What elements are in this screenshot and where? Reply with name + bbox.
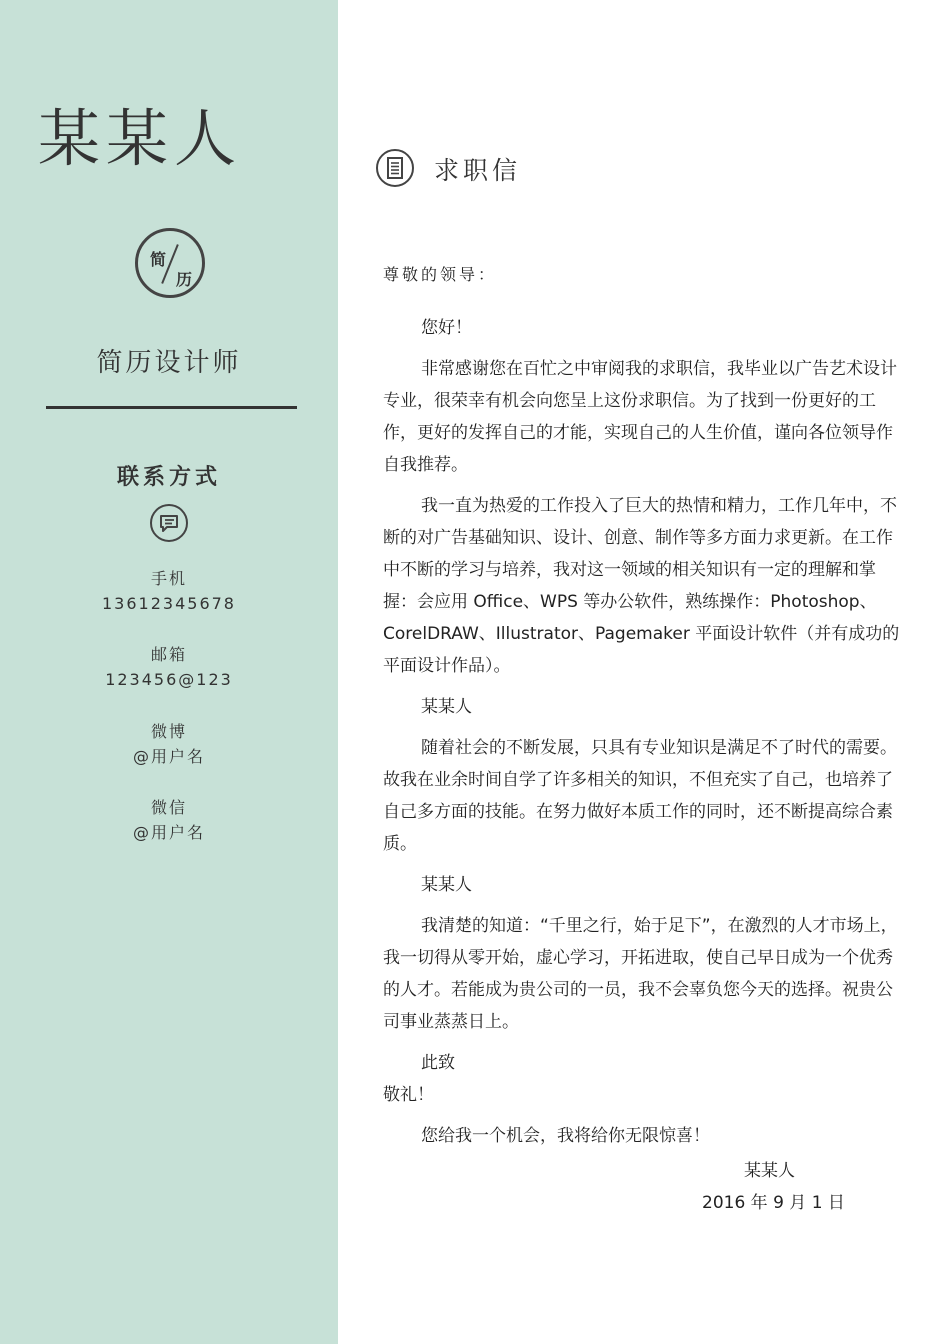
letter-paragraph-4: 我清楚的知道：“千里之行，始于足下”，在激烈的人才市场上，我一切得从零开始，虚心学习，开拓进取，使自己早日成为一个优秀的人才。若能成为贵公司的一员，我不会辜负您今天的选择。祝贵公司事业蒸蒸日上。: [383, 916, 898, 1032]
letter-closing-3: 您给我一个机会，我将给你无限惊喜！: [421, 1126, 710, 1146]
badge-top-char: 简: [150, 250, 167, 269]
contact-email-label: 邮箱: [150, 645, 187, 664]
chat-bubble-icon: [150, 504, 188, 542]
candidate-name: 某某人: [38, 102, 243, 175]
contact-email-value: 123456@123: [105, 670, 233, 689]
contact-email: [0, 642, 338, 692]
contact-phone-value: 13612345678: [102, 594, 236, 613]
letter-signature: 某某人: [744, 1161, 795, 1181]
letter-title: 求职信: [434, 156, 522, 185]
resume-badge-icon: [135, 228, 205, 298]
letter-name-2: 某某人: [421, 875, 472, 895]
badge-bottom-char: 历: [176, 270, 193, 289]
document-icon: [376, 149, 414, 187]
contact-weibo: [0, 719, 338, 769]
letter-greeting: 您好！: [421, 318, 472, 338]
contact-section-title: 联系方式: [116, 465, 221, 490]
letter-paragraph-1: 非常感谢您在百忙之中审阅我的求职信，我毕业以广告艺术设计专业，很荣幸有机会向您呈上这份求职信。为了找到一份更好的工作，更好的发挥自己的才能，实现自己的人生价值，谨向各位领导作自我推荐。: [383, 359, 897, 475]
sidebar-divider: [46, 406, 297, 409]
contact-wechat-label: 微信: [150, 798, 187, 817]
contact-weibo-value: @用户名: [132, 747, 205, 766]
contact-weibo-label: 微博: [150, 722, 187, 741]
letter-closing-1: 此致: [421, 1053, 455, 1073]
job-title: 简历设计师: [96, 348, 242, 378]
letter-closing-2: 敬礼！: [383, 1085, 434, 1105]
letter-salutation: 尊敬的领导：: [383, 265, 498, 284]
letter-paragraph-2: 我一直为热爱的工作投入了巨大的热情和精力，工作几年中，不断的对广告基础知识、设计、创意、制作等多方面力求更新。在工作中不断的学习与培养，我对这一领域的相关知识有一定的理解和掌握：会应用 Office、WPS 等办公软件，熟练操作：Photoshop、CorelDRAW、Illustrator、Pagemaker 平面设计软件（并有成功的平面设计作品）。: [383, 496, 900, 676]
letter-date: 2016 年 9 月 1 日: [702, 1193, 845, 1213]
letter-name-1: 某某人: [421, 697, 472, 717]
contact-phone-label: 手机: [150, 569, 187, 588]
contact-phone: [0, 566, 338, 616]
letter-paragraph-3: 随着社会的不断发展，只具有专业知识是满足不了时代的需要。故我在业余时间自学了许多相关的知识，不但充实了自己，也培养了自己多方面的技能。在努力做好本质工作的同时，还不断提高综合素质。: [383, 738, 897, 854]
cover-letter-body: [383, 259, 903, 1152]
contact-wechat: [0, 795, 338, 845]
contact-wechat-value: @用户名: [132, 823, 205, 842]
sidebar: [0, 0, 338, 1344]
